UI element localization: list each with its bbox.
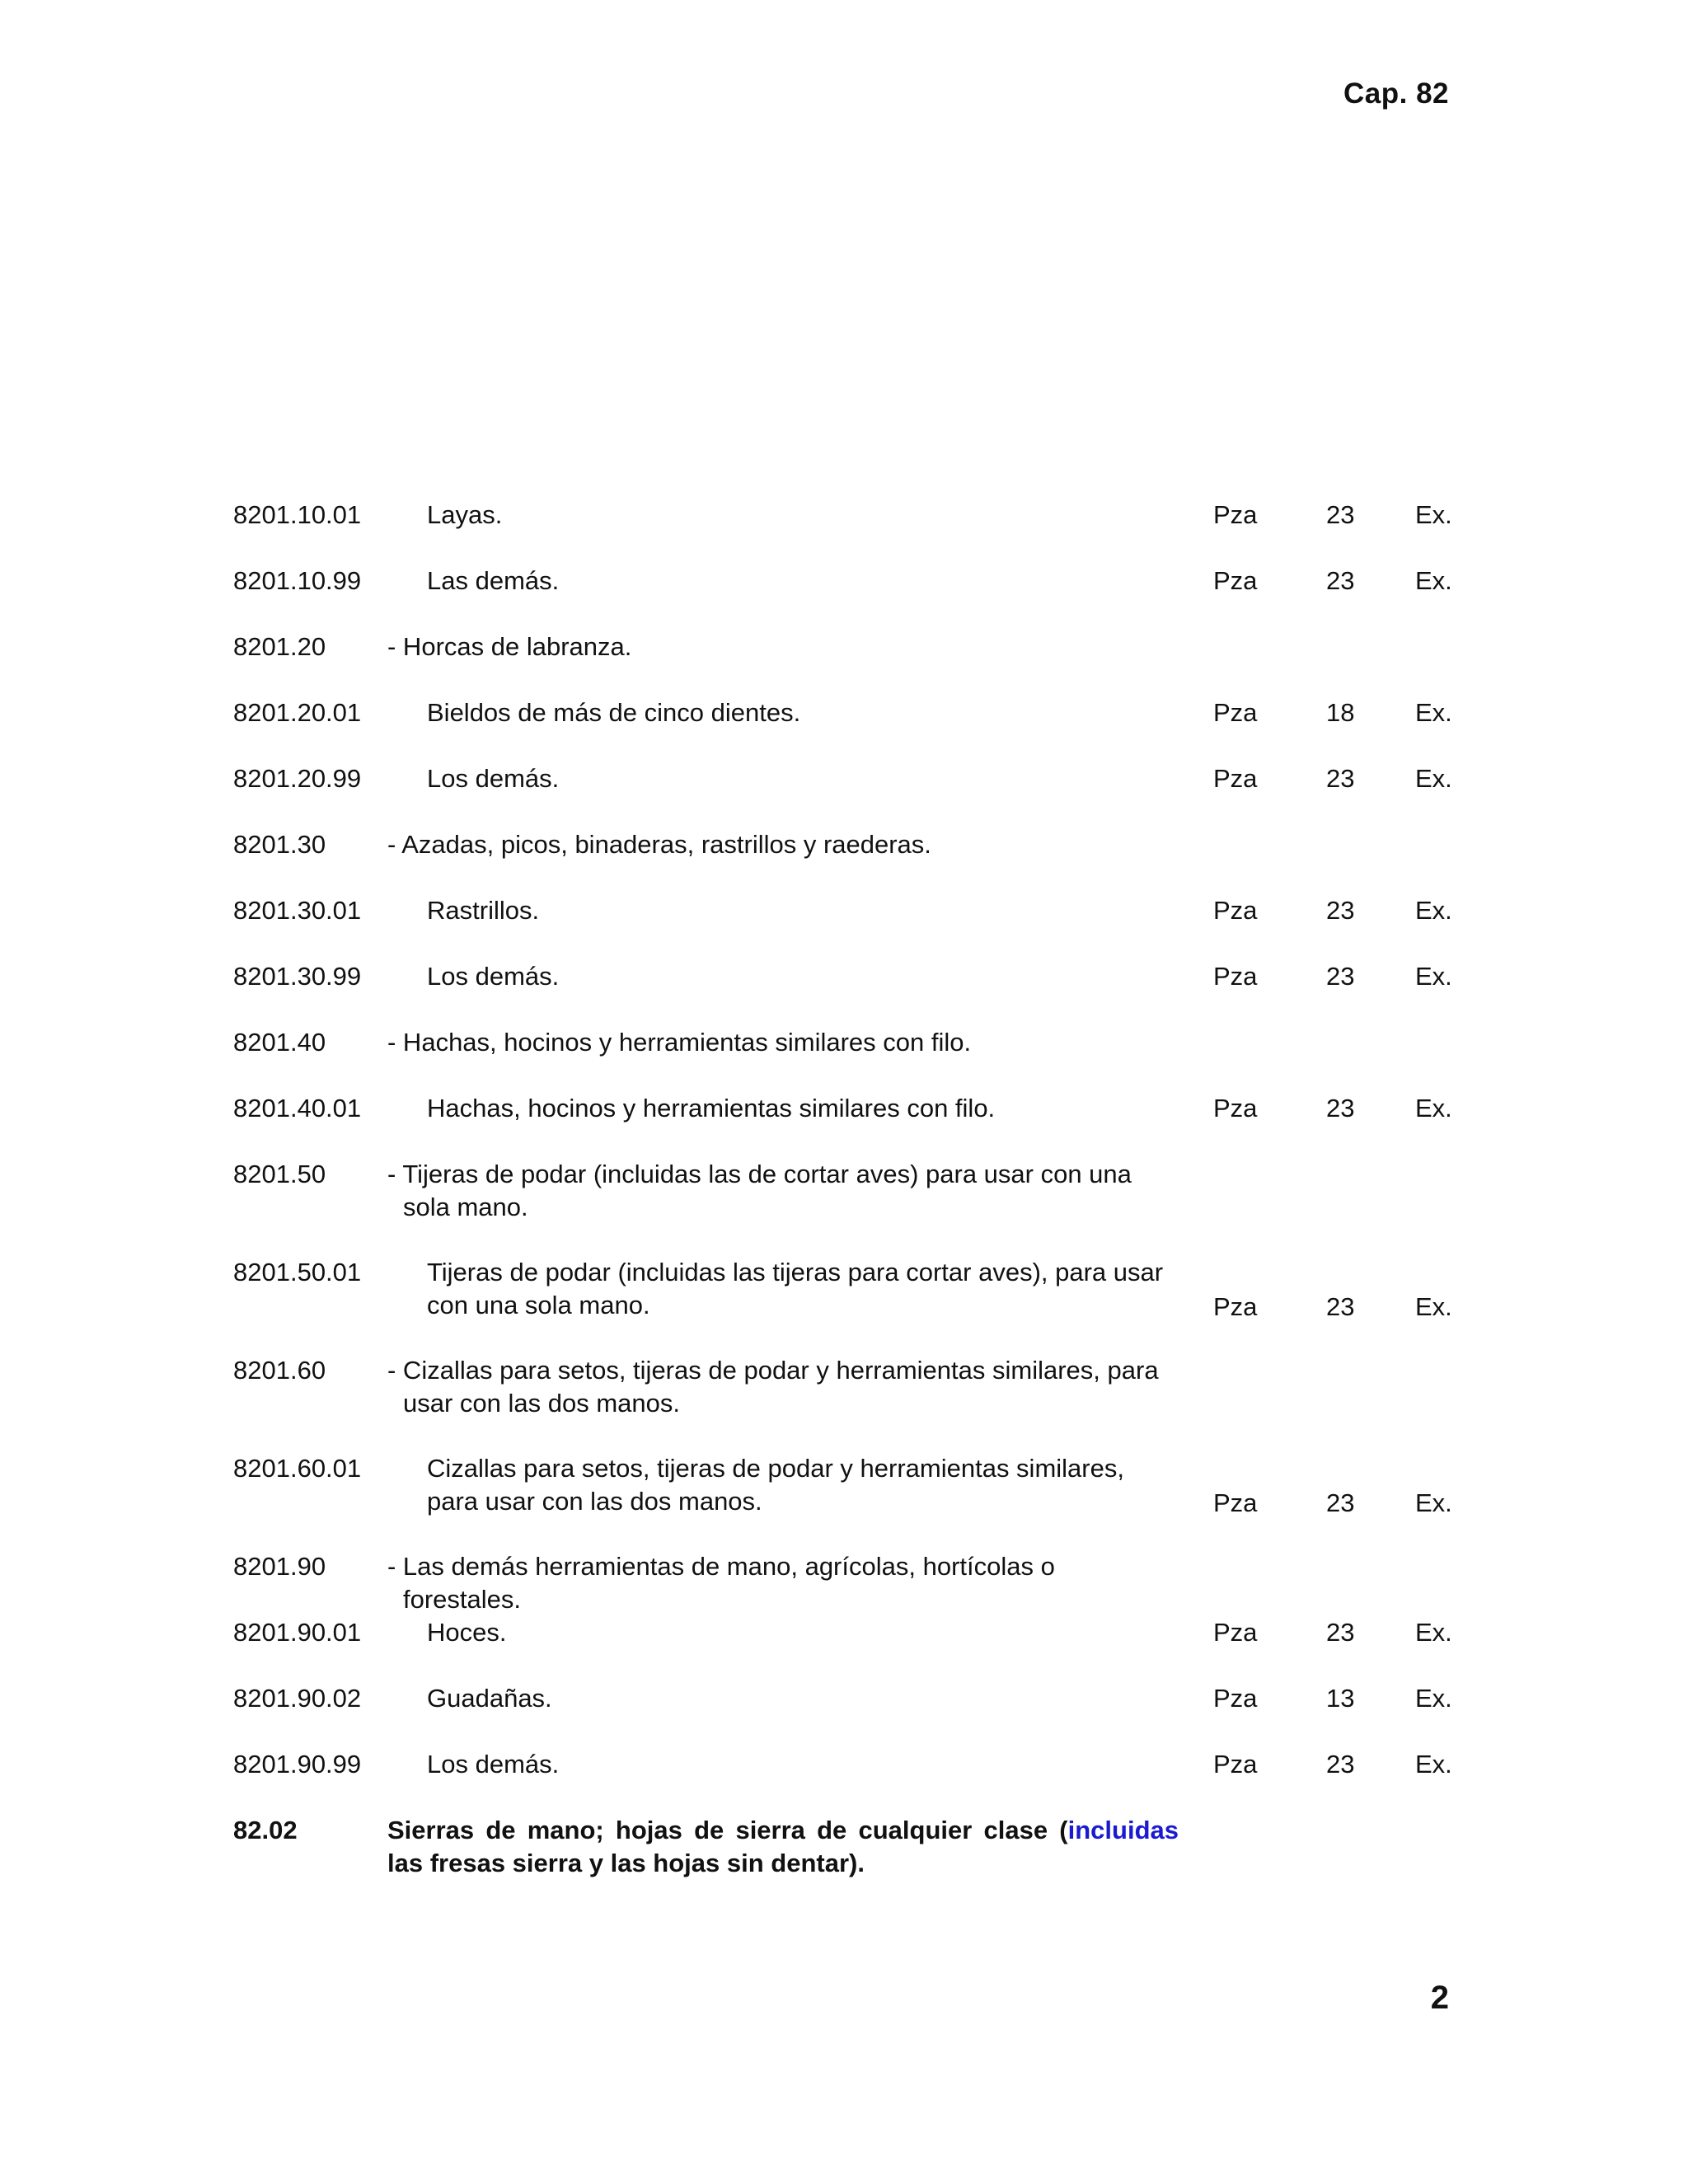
table-row [0,1092,1688,1127]
tariff-code: 8201.40 [233,1028,326,1057]
heading-code: 82.02 [233,1816,298,1844]
tariff-rate: 23 [1326,500,1355,529]
table-row [0,1026,1688,1061]
incluidas-link[interactable]: incluidas [1067,1816,1179,1844]
tariff-note: Ex. [1415,1488,1452,1517]
unit: Pza [1213,1684,1258,1713]
tariff-rate: 23 [1326,1618,1355,1647]
table-row [0,499,1688,533]
tariff-rate: 23 [1326,1292,1355,1321]
tariff-note: Ex. [1415,962,1452,991]
tariff-note: Ex. [1415,1094,1452,1122]
tariff-rate: 23 [1326,1488,1355,1517]
tariff-code: 8201.50 [233,1160,326,1188]
unit: Pza [1213,698,1258,727]
unit: Pza [1213,500,1258,529]
tariff-table [0,499,1688,1912]
tariff-description: - Cizallas para setos, tijeras de podar y herramientas similares, para usar con las dos manos. [387,1356,1159,1418]
tariff-code: 8201.20.99 [233,764,362,793]
tariff-note: Ex. [1415,698,1452,727]
tariff-rate: 23 [1326,896,1355,925]
tariff-code: 8201.90.01 [233,1618,362,1647]
unit: Pza [1213,1618,1258,1647]
tariff-code: 8201.60.01 [233,1454,362,1483]
table-row [0,565,1688,599]
tariff-rate: 18 [1326,698,1355,727]
tariff-description: Rastrillos. [427,896,540,925]
tariff-code: 8201.20 [233,632,326,661]
tariff-description: Cizallas para setos, tijeras de podar y herramientas similares, para usar con las dos manos. [427,1454,1124,1516]
tariff-code: 8201.90.99 [233,1750,362,1779]
table-row [0,1748,1688,1783]
page-number: 2 [1430,1980,1449,2016]
tariff-description: Los demás. [427,1750,560,1779]
chapter-header: Cap. 82 [1343,77,1449,110]
tariff-code: 8201.60 [233,1356,326,1385]
table-row [0,894,1688,929]
tariff-note: Ex. [1415,500,1452,529]
unit: Pza [1213,962,1258,991]
heading-row-8202 [0,1814,1688,1882]
unit: Pza [1213,764,1258,793]
unit: Pza [1213,1750,1258,1779]
tariff-description: Bieldos de más de cinco dientes. [427,698,801,727]
tariff-rate: 23 [1326,764,1355,793]
tariff-description: Hachas, hocinos y herramientas similares con filo. [427,1094,996,1122]
table-row [0,762,1688,797]
tariff-description: - Azadas, picos, binaderas, rastrillos y raederas. [387,830,931,859]
unit: Pza [1213,1094,1258,1122]
tariff-description: - Tijeras de podar (incluidas las de cortar aves) para usar con una sola mano. [387,1160,1132,1221]
unit: Pza [1213,896,1258,925]
tariff-note: Ex. [1415,1750,1452,1779]
unit: Pza [1213,1488,1258,1517]
table-row [0,1682,1688,1717]
table-row [0,1158,1688,1226]
tariff-description: Los demás. [427,764,560,793]
unit: Pza [1213,1292,1258,1321]
tariff-code: 8201.40.01 [233,1094,362,1122]
tariff-rate: 23 [1326,1094,1355,1122]
tariff-code: 8201.20.01 [233,698,362,727]
tariff-note: Ex. [1415,764,1452,793]
tariff-description: Guadañas. [427,1684,552,1713]
tariff-note: Ex. [1415,1684,1452,1713]
tariff-code: 8201.90 [233,1552,326,1581]
tariff-code: 8201.30 [233,830,326,859]
tariff-description: - Horcas de labranza. [387,632,632,661]
heading-description [387,1814,1179,1880]
tariff-description: Hoces. [427,1618,507,1647]
tariff-description: Las demás. [427,566,560,595]
tariff-code: 8201.10.01 [233,500,362,529]
tariff-code: 8201.10.99 [233,566,362,595]
tariff-code: 8201.30.99 [233,962,362,991]
tariff-note: Ex. [1415,896,1452,925]
tariff-description: Layas. [427,500,503,529]
tariff-code: 8201.90.02 [233,1684,362,1713]
tariff-rate: 23 [1326,566,1355,595]
table-row [0,1550,1688,1614]
tariff-rate: 13 [1326,1684,1355,1713]
tariff-note: Ex. [1415,1292,1452,1321]
table-row [0,1452,1688,1520]
tariff-rate: 23 [1326,962,1355,991]
tariff-description: Tijeras de podar (incluidas las tijeras para cortar aves), para usar con una sola mano. [427,1258,1164,1319]
table-row [0,828,1688,863]
tariff-description: - Hachas, hocinos y herramientas similares con filo. [387,1028,972,1057]
tariff-rate: 23 [1326,1750,1355,1779]
table-row [0,1354,1688,1422]
tariff-note: Ex. [1415,1618,1452,1647]
tariff-note: Ex. [1415,566,1452,595]
table-row [0,696,1688,731]
table-row [0,1616,1688,1651]
tariff-code: 8201.50.01 [233,1258,362,1286]
tariff-description: - Las demás herramientas de mano, agrícolas, hortícolas o forestales. [387,1552,1055,1614]
heading-description-end: las fresas sierra y las hojas sin dentar). [387,1849,865,1877]
tariff-code: 8201.30.01 [233,896,362,925]
table-row [0,1256,1688,1324]
table-row [0,630,1688,665]
heading-description-start: Sierras de mano; hojas de sierra de cualquier clase ( [387,1816,1068,1844]
tariff-description: Los demás. [427,962,560,991]
table-row [0,960,1688,995]
unit: Pza [1213,566,1258,595]
